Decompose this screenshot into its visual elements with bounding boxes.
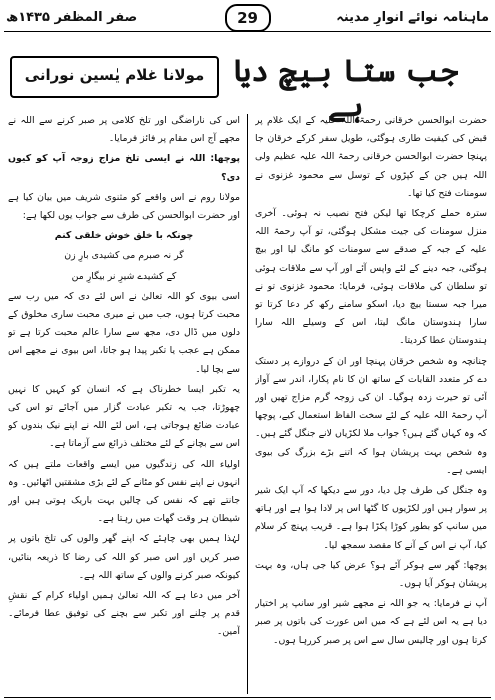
right-column: [255, 112, 487, 697]
paragraph: آپ نے فرمایا: یہ جو اللہ نے مجھے شیر اور سانپ پر اختیار دیا ہے یہ اس لئے ہے کہ میں اس عورت کی باتوں پر صبر کرتا ہوں اور چالیس سال سے اس پر صبر کررہا ہوں۔: [255, 598, 487, 646]
article-title: جب ستا بیچ دیا ہے: [233, 54, 459, 124]
paragraph: اس کی ناراضگی اور تلخ کلامی پر صبر کرنے سے اللہ نے مجھے آج اس مقام پر فائز فرمایا۔: [8, 115, 240, 145]
verse-line: گر نہ صبرم می کشیدی بارِ زن: [64, 250, 184, 262]
author-name: مولانا غلام یٰسین نورانی: [24, 66, 205, 84]
paragraph: اولیاء اللہ کی زندگیوں میں ایسے واقعات ملتے ہیں کہ انہوں نے اپنے نفس کو مٹانے کے لئے بڑی مشقتیں اٹھائیں۔ وہ جانتے تھے کہ نفس کی چالیں بہت باریک ہوتی ہیں اور شیطان ہر وقت گھات میں رہتا ہے۔: [8, 458, 240, 525]
paragraph: وہ جنگل کی طرف چل دیا، دور سے دیکھا کہ آپ ایک شیر پر سوار ہیں اور لکڑیوں کا گٹھا اس پر لادا ہوا ہے اور ہاتھ میں سانپ کو بطور کوڑا پکڑا ہوا ہے۔ قریب پہنچ کر سلام کیا، آپ نے اس کے آنے کا مقصد سمجھ لیا۔: [255, 485, 487, 551]
header-rule: [4, 31, 491, 32]
footer-rule: [4, 697, 491, 698]
article-heading: [0, 42, 495, 124]
paragraph: یہ تکبر ایسا خطرناک ہے کہ انسان کو کہیں کا نہیں چھوڑتا، جب یہ تکبر عبادت گزار میں آجائے تو اس کی عبادت ضائع ہوجاتی ہے، اس لئے اللہ نے اپنے نیک بندوں کو اس سے بچانے کے لئے مختلف ذرائع سے آزماتا ہے۔: [8, 383, 240, 450]
paragraph: آخر میں دعا ہے کہ اللہ تعالیٰ ہمیں اولیاء کرام کے نقشِ قدم پر چلنے اور تکبر سے بچنے کی توفیق عطا فرمائے۔ آمین۔: [8, 590, 240, 638]
verse-line: چونکہ با خلق خوش خلقی کنم: [54, 230, 194, 242]
page-number: 29: [225, 4, 271, 32]
paragraph: مولانا روم نے اس واقعے کو مثنوی شریف میں بیان کیا ہے اور حضرت ابوالحسن کی طرف سے جواب یوں لکھا ہے:: [8, 191, 240, 222]
column-divider: [247, 114, 248, 694]
paragraph: حضرت ابوالحسن خرقانی رحمۃ اللہ علیہ کے ایک غلام پر قبض کی کیفیت طاری ہوگئی، طویل سفر کرکے خرقان جا پہنچا حضرت ابوالحسن خرقانی رحمۃ اللہ علیہ عظیم ولی اللہ ہیں جن کے کپڑوں کے توسل سے محمود غزنوی نے سومنات فتح کیا تھا۔: [255, 115, 487, 199]
verse-line: کے کشیدے شیرِ نر بیگارِ من: [71, 270, 177, 282]
magazine-name: ماہنامہ نوائے انوارِ مدینہ: [336, 10, 489, 25]
paragraph: پوچھا: اللہ نے ایسی تلخ مزاج زوجہ آپ کو کیوں دی؟: [8, 153, 240, 183]
issue-date: صفر المظفر ۱۴۳۵ھ: [6, 10, 138, 25]
paragraph: چنانچہ وہ شخص خرقان پہنچا اور ان کے دروازے پر دستک دے کر متعدد القابات کے ساتھ ان کا نام پکارا، اندر سے آواز آئی تو حیرت زدہ ہوگیا۔ ان کی زوجہ گرم مزاج تھیں اور آپ رحمۃ اللہ علیہ کے لئے سخت الفاظ استعمال کیے، پوچھا کہ وہ کہاں گئے ہیں؟ جواب ملا لکڑیاں لانے جنگل گئے ہیں۔ وہ شخص بہت پریشان ہوا کہ اتنے بڑے بزرگ کی بیوی ایسی ہے۔: [255, 355, 487, 476]
paragraph: سترہ حملے کرچکا تھا لیکن فتح نصیب نہ ہوئی۔ آخری منزل سومنات کی جیت مشکل ہوگئی، تو آپ رحمۃ اللہ علیہ کے جبہ کے صدقے سے سومنات کو مانگ لیا اور بیچ ہوگئی، جبہ دینے کے لئے واپس آئے اور آپ سے ملاقات ہوئی تو سلطان کی ملاقات ہوئی، فرمایا: محمود غزنوی تو نے میرا جبہ سستا بیچ دیا، اسکو سامنے رکھ کر دعا کرتا تو سارا ہندوستان مانگ لیتا، اس کے وسیلے اللہ سارا ہندوستان عطا کردیتا۔: [255, 208, 487, 347]
paragraph: اسی بیوی کو اللہ تعالیٰ نے اس لئے دی کہ میں رب سے محبت کرتا ہوں، جب میں نے میری محبت ساری مخلوق کے دلوں میں ڈال دی، مجھ سے سارا عالم محبت کرتا ہے تو ممکن ہے عجب یا تکبر پیدا ہو جاتا، اس بیوی نے مجھے اس سے بچا لیا۔: [8, 290, 240, 375]
paragraph: پوچھا: گھر سے ہوکر آئے ہو؟ عرض کیا جی ہاں، وہ بہت پریشان ہوکر آیا ہوں۔: [255, 559, 487, 590]
author-box: [10, 56, 219, 98]
page-header: [4, 4, 491, 34]
left-column: [8, 112, 240, 697]
paragraph: لہٰذا ہمیں بھی چاہئے کہ اپنے گھر والوں کی تلخ باتوں پر صبر کریں اور اس صبر کو اللہ کی رضا کا ذریعہ بنائیں، کیونکہ صبر کرنے والوں کے ساتھ اللہ ہے۔: [8, 533, 240, 581]
